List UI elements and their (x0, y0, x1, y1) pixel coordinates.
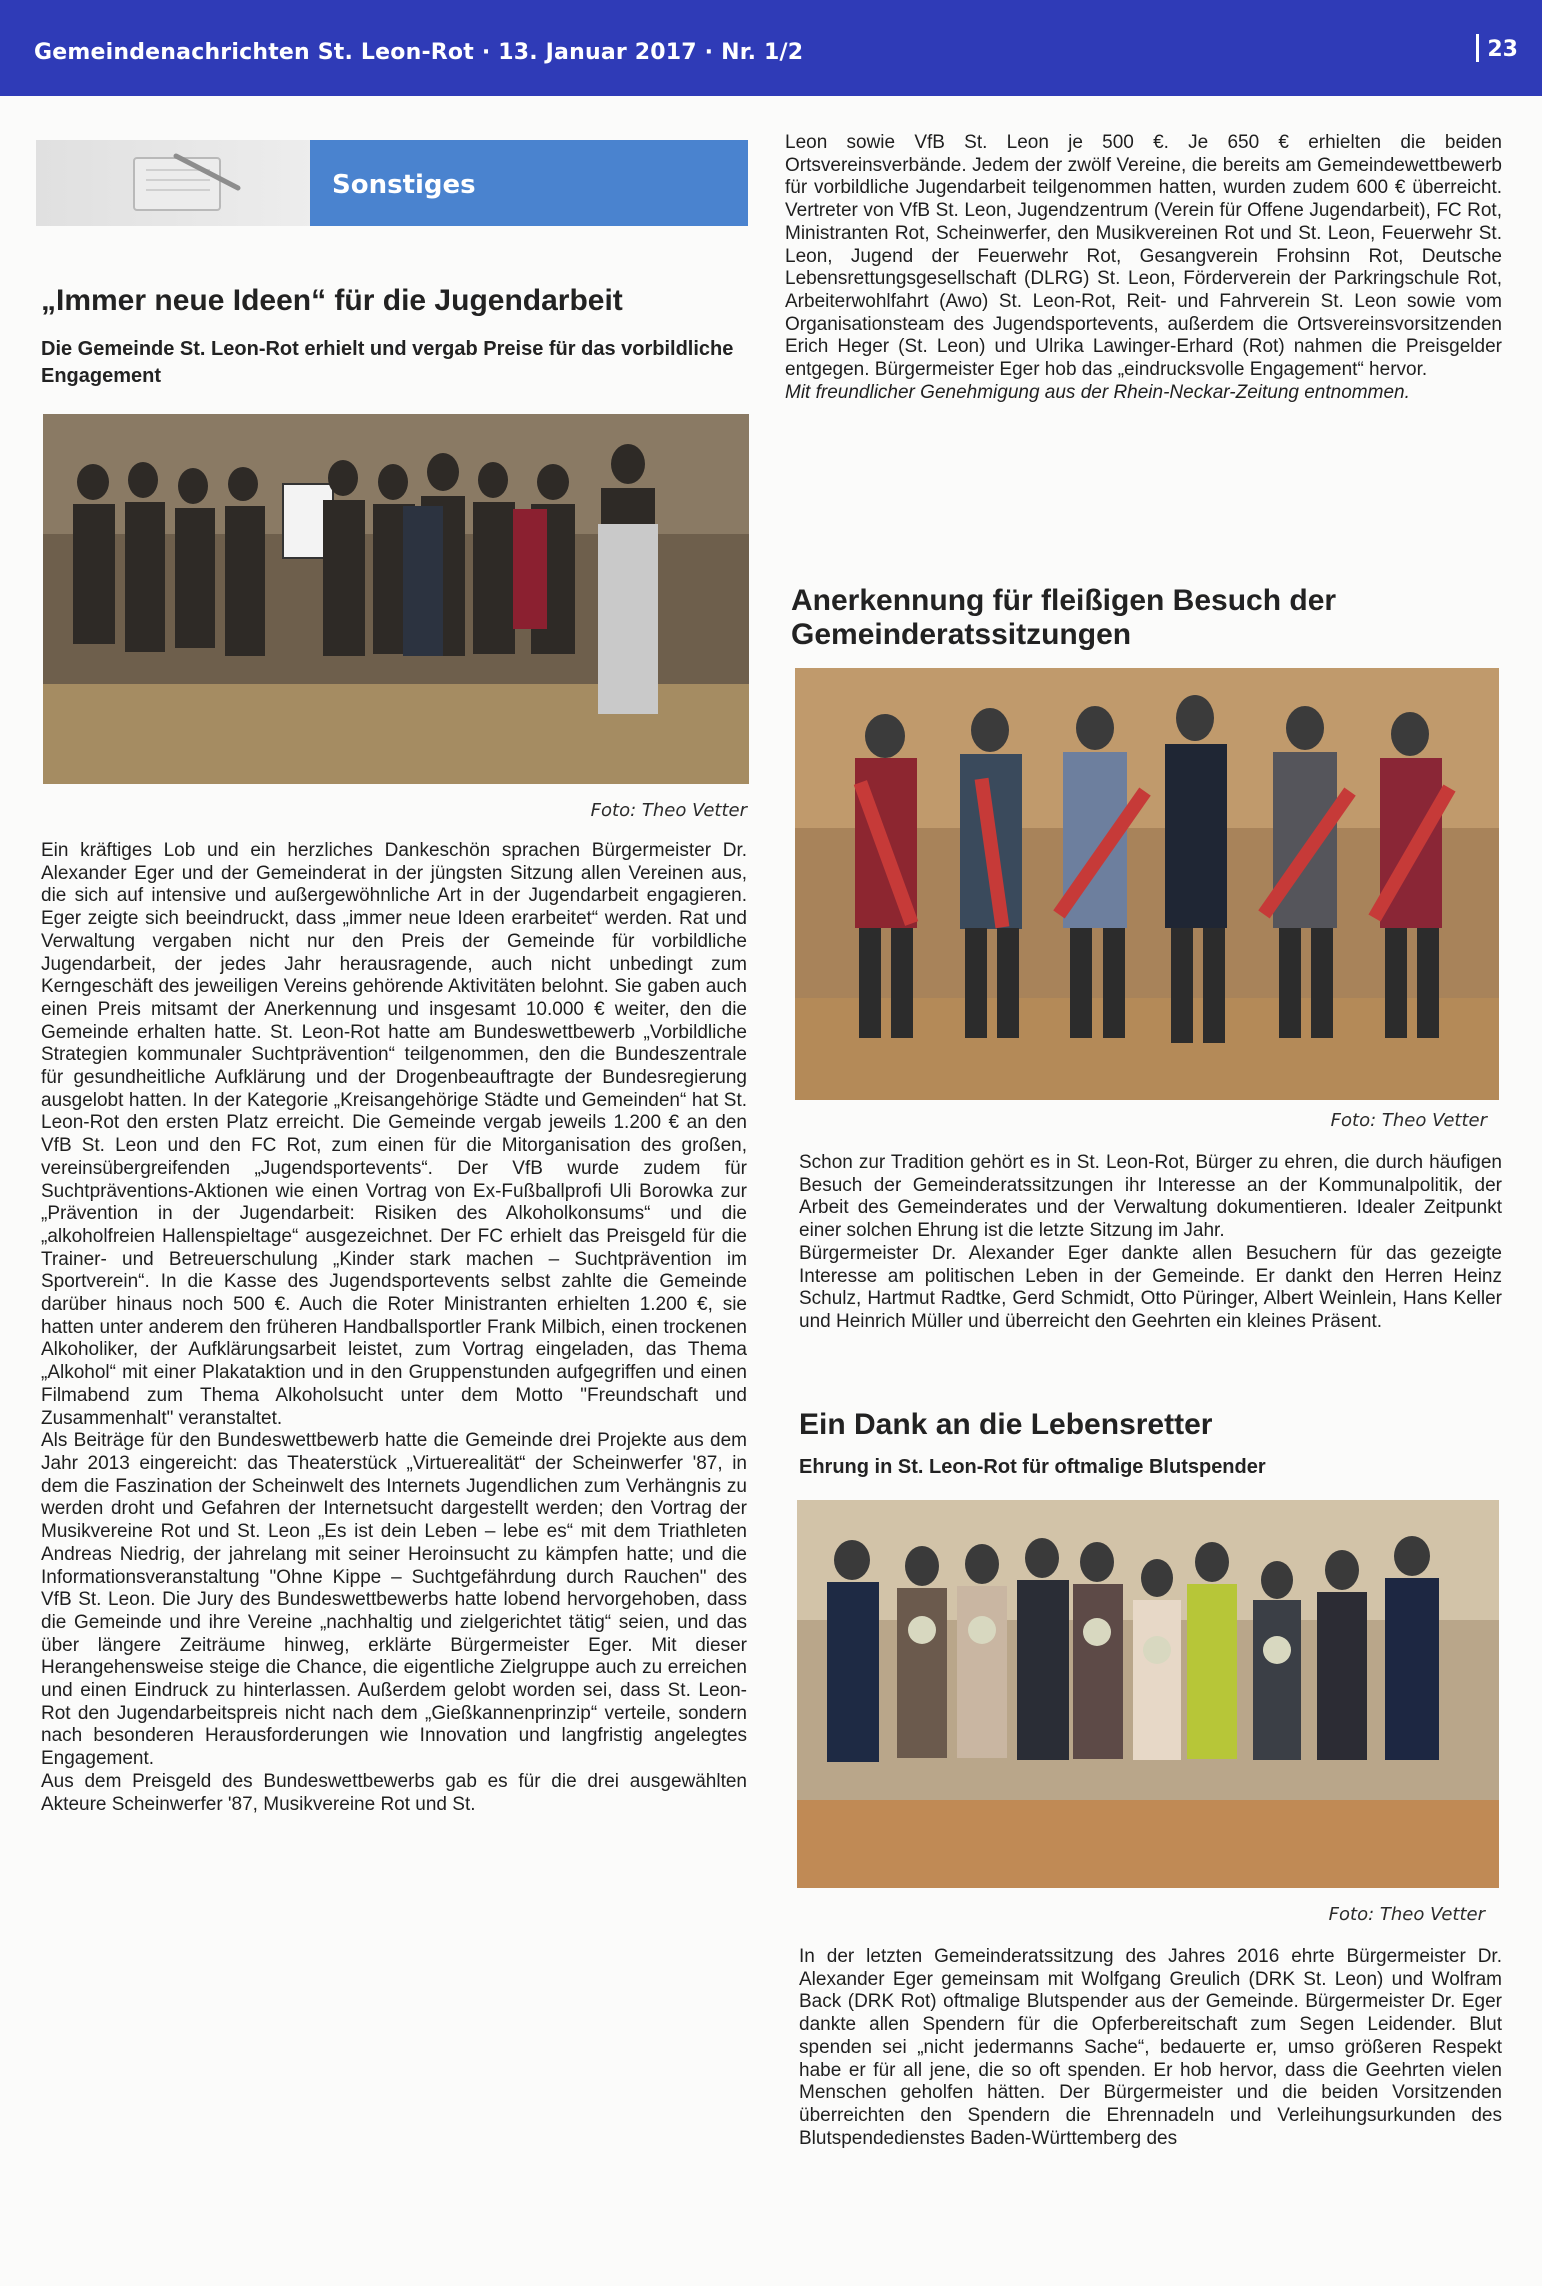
article2-body (799, 1152, 1502, 1334)
header-title: Gemeindenachrichten St. Leon-Rot · 13. Januar 2017 · Nr. 1/2 (34, 40, 804, 65)
article3-title: Ein Dank an die Lebensretter (799, 1408, 1213, 1441)
article1-paragraph: Als Beiträge für den Bundeswettbewerb hatte die Gemeinde drei Projekte aus dem Jahr 2013 eingereicht: das Theaterstück „Virtuerealität“ der Scheinwerfer '87, in dem die Faszination der Scheinwelt des Internets Jugendlichen zum Verhängnis zu werden droht und Gefahren der Internetsucht dargestellt werden; den Vortrag der Musikvereine Rot und St. Leon „Es ist dein Leben – lebe es“ mit dem Triathleten Andreas Niedrig, der jahrelang mit seiner Heroinsucht zu kämpfen hatte; und die Informationsveranstaltung "Ohne Kippe – Suchtgefährdung durch Rauchen" des VfB St. Leon. Die Jury des Bundeswettbewerbs hatte lobend hervorgehoben, dass die Gemeinde und ihre Vereine „nachhaltig und zielgerichtet tätig“ seien, und das über längere Zeiträume hinweg, erklärte Bürgermeister Eger. Mit dieser Herangehensweise steige die Chance, die eigentliche Zielgruppe auch zu erreichen und einen Eindruck zu hinterlassen. Außerdem gelobt worden sei, dass St. Leon-Rot den Jugendarbeitspreis nicht nach dem „Gießkannenprinzip“ verteile, sondern nach besonderen Herausforderungen wie Innovation und langfristig angelegtes Engagement. (41, 1430, 747, 1770)
article3-paragraph: In der letzten Gemeinderatssitzung des Jahres 2016 ehrte Bürgermeister Dr. Alexander Eger gemeinsam mit Wolfgang Greulich (DRK St. Leon) und Wolfram Back (DRK Rot) oftmalige Blutspender aus der Gemeinde. Bürgermeister Dr. Eger dankte allen Spendern für die Opferbereitschaft zum Segen Leidender. Blut spenden sei „nicht jedermanns Sache“, bedauerte er, umso größeren Respekt habe er für all jene, die so oft spenden. Er hob hervor, dass die Geehrten vielen Menschen geholfen hätten. Der Bürgermeister und die beiden Vorsitzenden überreichten den Spendern die Ehrennadeln und Verleihungsurkunden des Blutspendedienstes Baden-Württemberg des (799, 1946, 1502, 2149)
article1-body (41, 840, 747, 1816)
page-number: 23 (1476, 34, 1518, 62)
article1-paragraph: Ein kräftiges Lob und ein herzliches Dankeschön sprachen Bürgermeister Dr. Alexander Eger und der Gemeinderat in der jüngsten Sitzung allen Vereinen aus, die sich auf intensive und außergewöhnliche Art in der Jugendarbeit engagieren. Eger zeigte sich beeindruckt, dass „immer neue Ideen erarbeitet“ werden. Rat und Verwaltung vergaben nicht nur den Preis der Gemeinde für vorbildliche Jugendarbeit, der jedes Jahr herausragende, auch nicht unbedingt zum Kerngeschäft des jeweiligen Vereins gehörende Aktivitäten belohnt. Sie gaben auch einen Preis mitsamt der Anerkennung und insgesamt 10.000 € weiter, den die Gemeinde erhalten hatte. St. Leon-Rot hatte am Bundeswettbewerb „Vorbildliche Strategien kommunaler Suchtprävention“ teilgenommen, den die Bundeszentrale für gesundheitliche Aufklärung und der Drogenbeauftragte der Bundesregierung ausgelobt hatten. In der Kategorie „Kreisangehörige Städte und Gemeinden“ hat St. Leon-Rot den ersten Platz erreicht. Die Gemeinde vergab jeweils 1.200 € an den VfB St. Leon und den FC Rot, zum einen für die Mitorganisation des großen, vereinsübergreifenden „Jugendsportevents“. Der VfB wurde zudem für Suchtpräventions-Aktionen wie einen Vortrag von Ex-Fußballprofi Uli Borowka zur „Prävention in der Jugendarbeit: Risiken des Alkoholkonsums“ und die „alkoholfreien Hallenspieltage“ ausgezeichnet. Der FC erhielt das Preisgeld für die Trainer- und Betreuerschulung „Kinder stark machen – Suchtprävention im Sportverein“. In die Kasse des Jugendsportevents selbst zahlte die Gemeinde darüber hinaus noch 500 €. Auch die Roter Ministranten erhielten 1.200 €, sie hatten unter anderem den früheren Handballsportler Frank Milbich, einen trockenen Alkoholiker, der Aufklärungsarbeit leistet, zum Vortrag eingeladen, das Thema „Alkohol“ mit einer Plakataktion und in den Gruppenstunden aufgegriffen und einen Filmabend zum Thema Alkoholsucht unter dem Motto "Freundschaft und Zusammenhalt" veranstaltet. (41, 840, 747, 1429)
section-tag (310, 140, 748, 226)
article3-subtitle: Ehrung in St. Leon-Rot für oftmalige Blutspender (799, 1456, 1266, 1478)
section-label: Sonstiges (332, 170, 476, 200)
page-header (0, 0, 1542, 96)
article1-title: „Immer neue Ideen“ für die Jugendarbeit (41, 284, 623, 317)
article1-subtitle: Die Gemeinde St. Leon-Rot erhielt und vergab Preise für das vorbildliche Engagement (41, 338, 734, 387)
article2-title: Anerkennung für fleißigen Besuch der Gemeinderatssitzungen (791, 584, 1337, 651)
article1-credit: Mit freundlicher Genehmigung aus der Rhein-Neckar-Zeitung entnommen. (785, 381, 1410, 403)
article3-photo (797, 1500, 1499, 1888)
article1-photo (43, 414, 749, 784)
article3-body (799, 1946, 1502, 2150)
article2-paragraph: Bürgermeister Dr. Alexander Eger dankte allen Besuchern für das gezeigte Interesse am politischen Leben in der Gemeinde. Er dankt den Herren Heinz Schulz, Hartmut Radtke, Gerd Schmidt, Otto Püringer, Albert Weinlein, Hans Keller und Heinrich Müller und überreicht den Geehrten ein kleines Präsent. (799, 1242, 1502, 1332)
article1-photo-caption: Foto: Theo Vetter (590, 800, 747, 821)
article1-paragraph: Aus dem Preisgeld des Bundeswettbewerbs gab es für die drei ausgewählten Akteure Scheinwerfer '87, Musikvereine Rot und St. (41, 1770, 747, 1815)
article2-paragraph: Schon zur Tradition gehört es in St. Leon-Rot, Bürger zu ehren, die durch häufigen Besuch der Gemeinderatssitzungen ihr Interesse an der Kommunalpolitik, der Arbeit des Gemeinderates und der Verwaltung dokumentieren. Idealer Zeitpunkt einer solchen Ehrung ist die letzte Sitzung im Jahr. (799, 1152, 1502, 1242)
article2-photo (795, 668, 1499, 1100)
article3-photo-caption: Foto: Theo Vetter (1328, 1904, 1485, 1925)
section-banner (36, 140, 748, 226)
article2-photo-caption: Foto: Theo Vetter (1330, 1110, 1487, 1131)
notebook-pen-icon (126, 152, 246, 216)
article1-continuation-text: Leon sowie VfB St. Leon je 500 €. Je 650 € erhielten die beiden Ortsvereinsverbände. Jedem der zwölf Vereine, die bereits am Gemeindewettbewerb für vorbildliche Jugendarbeit teilgenommen hatten, wurden zudem 600 € überreicht. Vertreter von VfB St. Leon, Jugendzentrum (Verein für Offene Jugendarbeit), FC Rot, Ministranten Rot, Scheinwerfer, den Musikvereinen Rot und St. Leon, Feuerwehr St. Leon, Jugend der Feuerwehr Rot, Gesangverein Frohsinn Rot, Deutsche Lebensrettungsgesellschaft (DLRG) St. Leon, Förderverein der Parkringschule Rot, Arbeiterwohlfahrt (Awo) St. Leon-Rot, Reit- und Fahrverein St. Leon sowie vom Organisationsteam des Jugendsportevents, außerdem die Ortsvereinsvorsitzenden Erich Heger (St. Leon) und Ulrika Lawinger-Erhard (Rot) nahmen die Preisgelder entgegen. Bürgermeister Eger hob das „eindrucksvolle Engagement“ hervor. (785, 132, 1502, 381)
article1-continuation (785, 132, 1502, 404)
